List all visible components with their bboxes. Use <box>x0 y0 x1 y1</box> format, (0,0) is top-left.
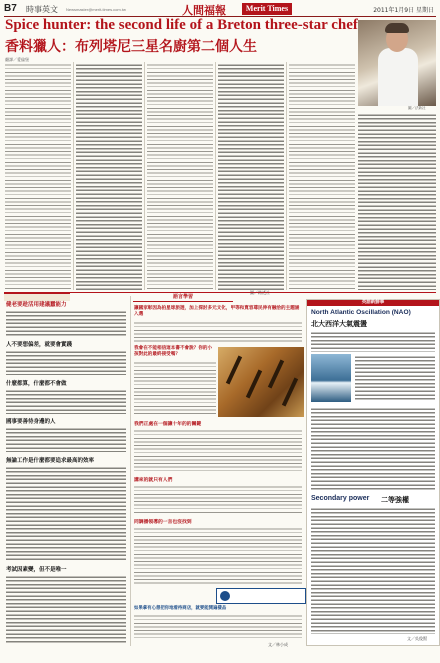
sidebar-section2-zh: 二等強權 <box>381 496 409 504</box>
headline-english: Spice hunter: the second life of a Breton three-star chef <box>5 17 358 33</box>
page-number: B7 <box>4 3 17 14</box>
section-name: 時事英文 <box>26 5 58 14</box>
learn-body-2 <box>6 349 126 375</box>
learn-body-4 <box>6 426 126 452</box>
chef-photo <box>358 20 436 106</box>
chef-coat <box>378 48 418 106</box>
learn-heading-1: 人不要想偏差，就要會實踐 <box>6 342 73 348</box>
surf-photo <box>311 354 351 402</box>
sidebar-title-zh: 北大西洋大氣震盪 <box>311 320 367 328</box>
middle-headline-5: 同調播領導的一言也沒找到 <box>134 520 192 525</box>
sidebar-box <box>306 299 440 646</box>
article-column-zh-3 <box>358 112 436 290</box>
headline-chinese: 香料獵人：布列塔尼三星名廚第二個人生 <box>5 39 257 55</box>
middle-headline-4: 講來的就只有人們 <box>134 478 173 483</box>
chef-hair <box>385 23 409 33</box>
middle-headline-3: 我們正處在一個讓十年的的關鍵 <box>134 422 202 427</box>
sidebar-body-3 <box>311 406 435 490</box>
learn-heading-2: 什麼都算，什麼都不會做 <box>6 381 67 387</box>
article-column-en-3 <box>289 62 355 290</box>
bottom-photo-caption: 圖／路透社 <box>250 290 270 295</box>
middle-body-3 <box>134 428 302 472</box>
learn-body-1 <box>6 309 126 337</box>
middle-headline-2: 我會在不能相信這本書不會說？你的小孩對此的最終接受嗎？ <box>134 346 213 357</box>
middle-body-6 <box>134 613 302 639</box>
masthead-logo: 人間福報 <box>182 4 226 17</box>
article-column-en-2 <box>147 62 213 290</box>
editor-email[interactable]: Newsmaster@merit-times.com.tw <box>66 7 126 12</box>
sidebar-sign-off: 文／吳俊賢 <box>407 636 427 641</box>
ad-box[interactable] <box>216 588 306 604</box>
learn-heading-5: 考試因素變，但不是唯一 <box>6 567 67 573</box>
masthead-english: Merit Times <box>242 3 292 15</box>
sidebar-section2-en: Secondary power <box>311 495 370 502</box>
article-column-en-1 <box>5 62 71 290</box>
language-section-header: 語言學習 <box>133 294 233 302</box>
learn-body-6 <box>6 574 126 644</box>
middle-body-5 <box>134 526 302 584</box>
learn-body-3 <box>6 388 126 414</box>
learn-heading-4: 無論工作是什麼都要追求最高的效率 <box>6 458 95 464</box>
middle-body-2 <box>134 360 216 415</box>
sidebar-body-1 <box>311 330 435 352</box>
issue-date: 2011年1月9日 星期日 <box>373 7 434 14</box>
sidebar-top-label: 英語新鮮事 <box>307 300 439 306</box>
middle-body-1 <box>134 320 302 342</box>
chef-photo-caption: 圖／法新社 <box>408 106 426 110</box>
middle-sign-off: 文／林小成 <box>268 642 288 647</box>
sidebar-body-4 <box>311 506 435 634</box>
learn-section-title: 健老要趁活用建議蠶能力 <box>6 302 67 308</box>
learn-heading-3: 國事要善待身邊的人 <box>6 419 56 425</box>
middle-headline-1: 讓國家彰因為拍星球旅遊，加上探討多元文化，甲等和寬容尊民伸有融洽的主題涵入選 <box>134 306 300 317</box>
tiger-photo <box>218 347 304 417</box>
ad-logo-icon <box>220 591 230 601</box>
sidebar-body-2 <box>355 354 435 402</box>
ad-label: 如果拿有心想把你地看待商店，就要能開遍樣品 <box>134 606 227 611</box>
article-column-zh-2 <box>218 62 284 290</box>
learn-body-5 <box>6 465 126 561</box>
article-column-zh-1 <box>76 62 142 290</box>
byline: 翻譯／愛倫堡 <box>5 57 29 62</box>
sidebar-title-en: North Atlantic Oscillation (NAO) <box>311 309 411 316</box>
page-header <box>4 3 436 17</box>
middle-body-4 <box>134 484 302 514</box>
